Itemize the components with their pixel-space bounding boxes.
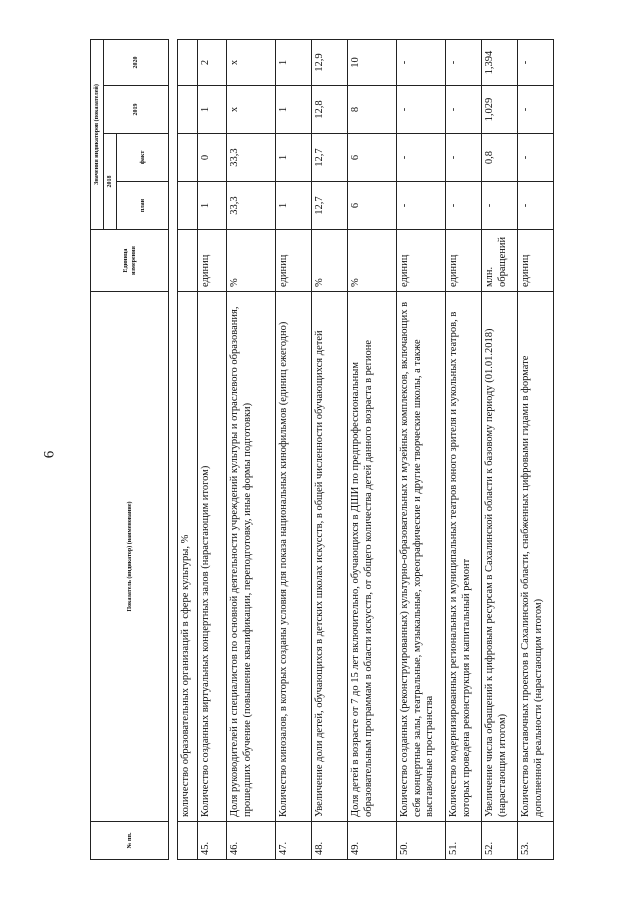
indicator-cell: Количество выставочных проектов в Сахалинской области, снабженных цифровыми гидами в формате дополненной реальности (нарастающим итогом) [518, 292, 554, 822]
value-2019-cell: х [227, 86, 276, 134]
table-header [90, 39, 169, 860]
value-2019-cell: - [446, 86, 482, 134]
plan-2018-cell: 12,7 [312, 182, 348, 230]
unit-cell: единиц [518, 230, 554, 292]
table-row [227, 40, 276, 860]
value-2020-cell: - [397, 40, 446, 86]
fact-2018-cell [178, 134, 198, 182]
fact-2018-cell: 12,7 [312, 134, 348, 182]
data-table [177, 39, 554, 860]
value-2019-cell: - [397, 86, 446, 134]
header-indicator: Показатель (индикатор) (наименование) [91, 292, 169, 822]
unit-cell: % [312, 230, 348, 292]
indicator-cell: Увеличение числа обращений к цифровым ресурсам в Сахалинской области к базовому периоду (01.01.2018) (нарастающим итогом) [482, 292, 518, 822]
value-2020-cell: 1 [276, 40, 312, 86]
value-2020-cell: 2 [198, 40, 227, 86]
table-row [198, 40, 227, 860]
row-number: 49. [348, 822, 397, 860]
header-2019: 2019 [104, 86, 169, 134]
indicator-cell: Доля руководителей и специалистов по основной деятельности учреждений культуры и отраслевого образования, прошедших обучение (повышение квалификации, переподготовку, иные формы подготовки) [227, 292, 276, 822]
value-2020-cell: х [227, 40, 276, 86]
page-number: 6 [41, 450, 58, 459]
header-fact: факт [117, 134, 169, 182]
fact-2018-cell: 6 [348, 134, 397, 182]
table-row [276, 40, 312, 860]
row-number: 53. [518, 822, 554, 860]
plan-2018-cell: - [518, 182, 554, 230]
unit-cell: единиц [276, 230, 312, 292]
header-no: № пп. [91, 822, 169, 860]
fact-2018-cell: - [518, 134, 554, 182]
unit-cell: единиц [446, 230, 482, 292]
value-2019-cell: 1,029 [482, 86, 518, 134]
table-row [446, 40, 482, 860]
table-row [397, 40, 446, 860]
row-number: 47. [276, 822, 312, 860]
row-number [178, 822, 198, 860]
plan-2018-cell: 1 [198, 182, 227, 230]
rotated-table-area [90, 40, 585, 860]
indicator-cell: Количество модернизированных региональных и муниципальных театров юного зрителя и кукольных театров, в которых проведена реконструкция и капитальный ремонт [446, 292, 482, 822]
indicator-cell: Увеличение доли детей, обучающихся в детских школах искусств, в общей численности обучающихся детей [312, 292, 348, 822]
indicator-cell: Доля детей в возрасте от 7 до 15 лет включительно, обучающихся в ДШИ по предпрофессиональным образовательным программам в области искусств, от общего количества детей данного возраста в регионе [348, 292, 397, 822]
unit-cell: млн. обращений [482, 230, 518, 292]
unit-cell: % [227, 230, 276, 292]
value-2020-cell: - [446, 40, 482, 86]
unit-cell: единиц [397, 230, 446, 292]
fact-2018-cell: - [446, 134, 482, 182]
fact-2018-cell: 0,8 [482, 134, 518, 182]
indicator-cell: Количество созданных (реконструированных) культурно-образовательных и музейных комплексов, включающих в себя концертные залы, театральные, музыкальные, хореографические и другие творческие школы, а также выставочные пространства [397, 292, 446, 822]
plan-2018-cell: 1 [276, 182, 312, 230]
unit-cell [178, 230, 198, 292]
value-2019-cell [178, 86, 198, 134]
fact-2018-cell: 33,3 [227, 134, 276, 182]
header-plan: план [117, 182, 169, 230]
row-number: 48. [312, 822, 348, 860]
value-2019-cell: 1 [276, 86, 312, 134]
row-number: 52. [482, 822, 518, 860]
plan-2018-cell: - [446, 182, 482, 230]
table-row [348, 40, 397, 860]
value-2019-cell: 8 [348, 86, 397, 134]
plan-2018-cell [178, 182, 198, 230]
plan-2018-cell: 6 [348, 182, 397, 230]
plan-2018-cell: - [397, 182, 446, 230]
value-2019-cell: - [518, 86, 554, 134]
value-2020-cell: 1,394 [482, 40, 518, 86]
fact-2018-cell: - [397, 134, 446, 182]
value-2019-cell: 12,8 [312, 86, 348, 134]
table-row [178, 40, 198, 860]
value-2019-cell: 1 [198, 86, 227, 134]
table-row [518, 40, 554, 860]
unit-cell: единиц [198, 230, 227, 292]
row-number: 45. [198, 822, 227, 860]
unit-cell: % [348, 230, 397, 292]
table-row [482, 40, 518, 860]
value-2020-cell [178, 40, 198, 86]
plan-2018-cell: - [482, 182, 518, 230]
indicator-cell: Количество созданных виртуальных концертных залов (нарастающим итогом) [198, 292, 227, 822]
fact-2018-cell: 0 [198, 134, 227, 182]
value-2020-cell: 10 [348, 40, 397, 86]
plan-2018-cell: 33,3 [227, 182, 276, 230]
header-2020: 2020 [104, 40, 169, 86]
row-number: 50. [397, 822, 446, 860]
header-values-title: Значения индикаторов (показателей) [91, 40, 104, 230]
value-2020-cell: - [518, 40, 554, 86]
row-number: 51. [446, 822, 482, 860]
fact-2018-cell: 1 [276, 134, 312, 182]
table-row [312, 40, 348, 860]
indicator-cell: количество образовательных организаций в сфере культуры, % [178, 292, 198, 822]
value-2020-cell: 12,9 [312, 40, 348, 86]
header-unit: Единица измерения [91, 230, 169, 292]
row-number: 46. [227, 822, 276, 860]
indicator-cell: Количество кинозалов, в которых созданы условия для показа национальных кинофильмов (единиц ежегодно) [276, 292, 312, 822]
header-2018: 2018 [104, 134, 117, 230]
